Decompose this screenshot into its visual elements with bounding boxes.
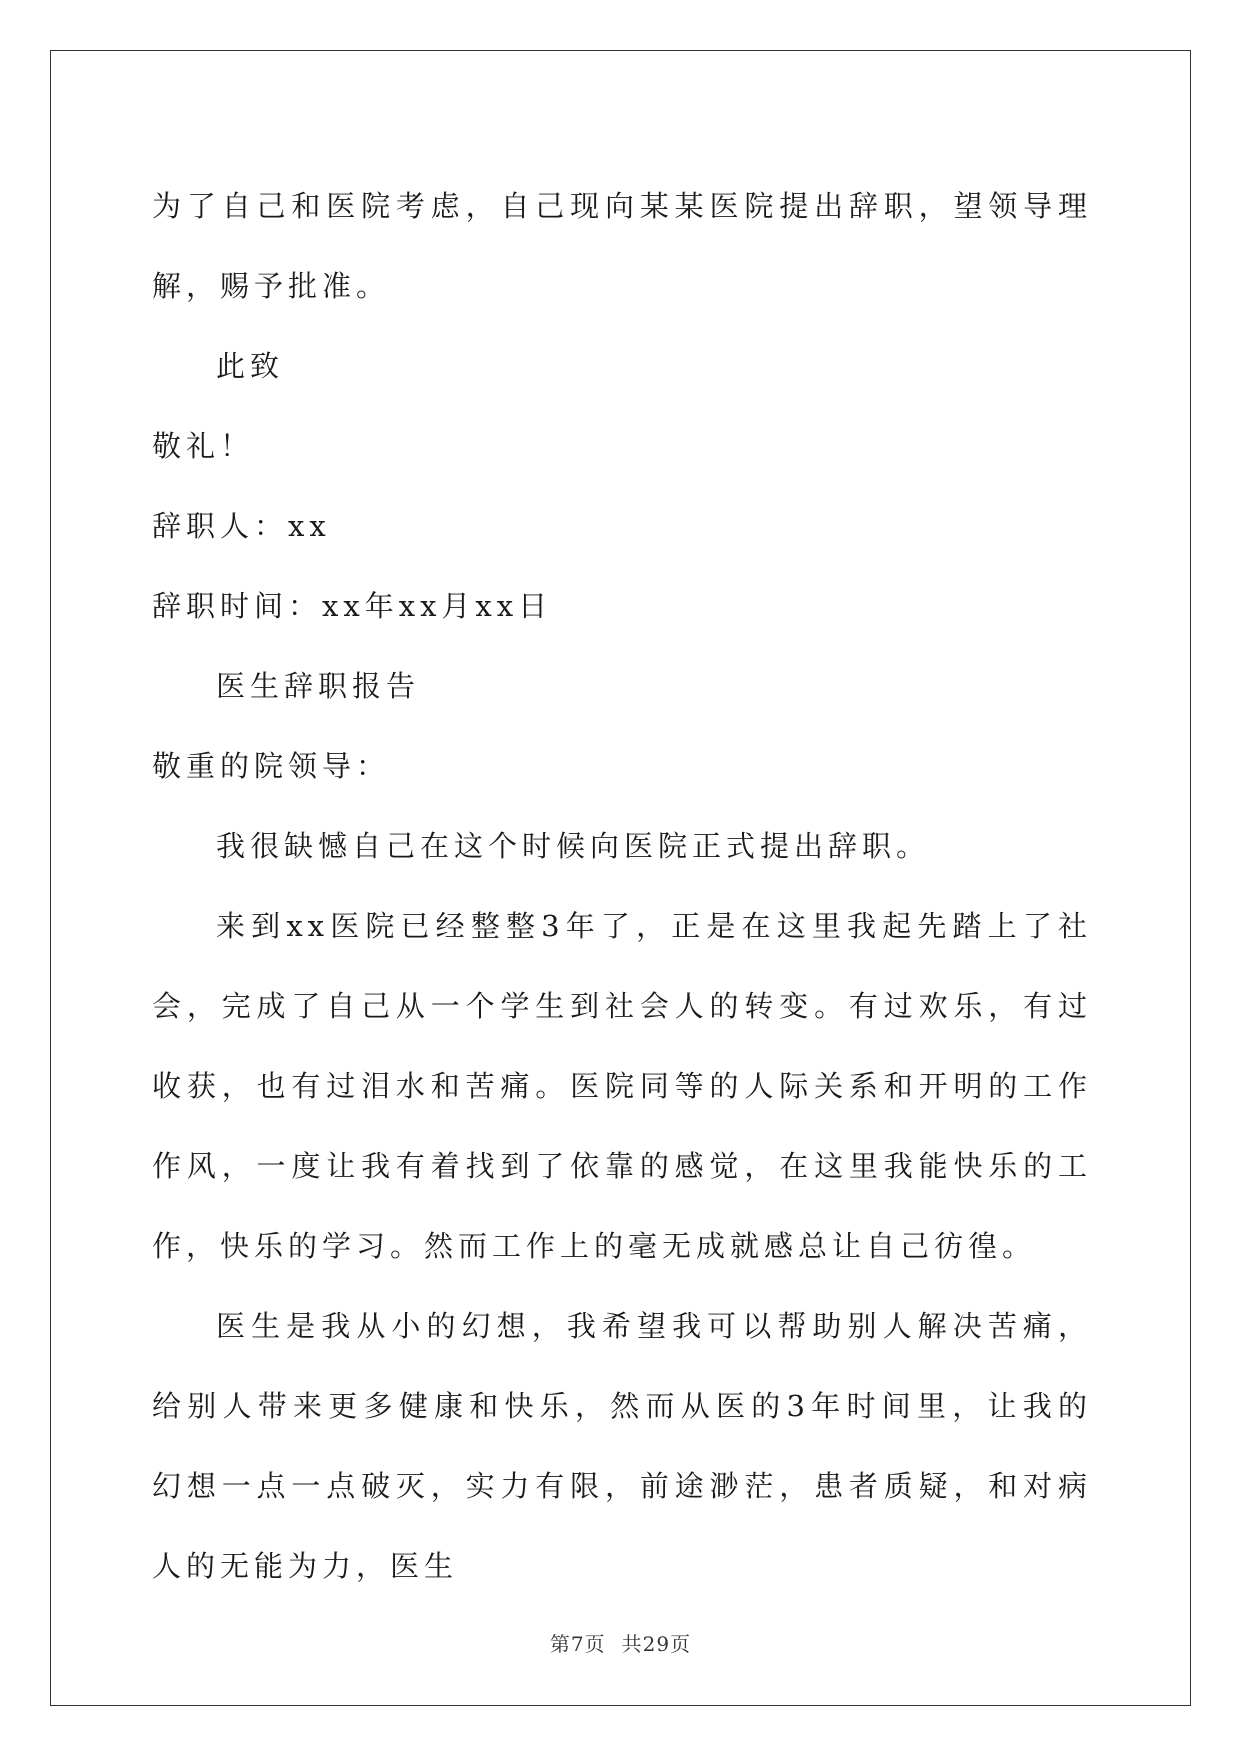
page-footer <box>0 1628 1241 1657</box>
section-title: 医生辞职报告 <box>216 669 421 703</box>
paragraph-regards: 敬礼！ <box>152 429 255 463</box>
paragraph-salutation: 此致 <box>216 349 285 383</box>
paragraph-signer: 辞职人：xx <box>152 509 331 543</box>
paragraph-addressee: 敬重的院领导： <box>152 749 391 783</box>
page-number: 第7页 <box>549 1632 606 1656</box>
page-total: 共29页 <box>621 1632 692 1656</box>
paragraph-closing-request: 为了自己和医院考虑，自己现向某某医院提出辞职，望领导理解，赐予批准。 <box>152 189 1092 303</box>
document-body <box>152 166 1092 1606</box>
paragraph-date: 辞职时间：xx年xx月xx日 <box>152 589 553 623</box>
paragraph-intro: 我很缺憾自己在这个时候向医院正式提出辞职。 <box>216 829 931 863</box>
paragraph-experience: 来到xx医院已经整整3年了，正是在这里我起先踏上了社会，完成了自己从一个学生到社会人的转变。有过欢乐，有过收获，也有过泪水和苦痛。医院同等的人际关系和开明的工作作风，一度让我有着找到了依靠的感觉，在这里我能快乐的工作，快乐的学习。然而工作上的毫无成就感总让自己彷徨。 <box>152 909 1092 1263</box>
paragraph-dream: 医生是我从小的幻想，我希望我可以帮助别人解决苦痛，给别人带来更多健康和快乐，然而从医的3年时间里，让我的幻想一点一点破灭，实力有限，前途渺茫，患者质疑，和对病人的无能为力，医生 <box>152 1309 1092 1583</box>
